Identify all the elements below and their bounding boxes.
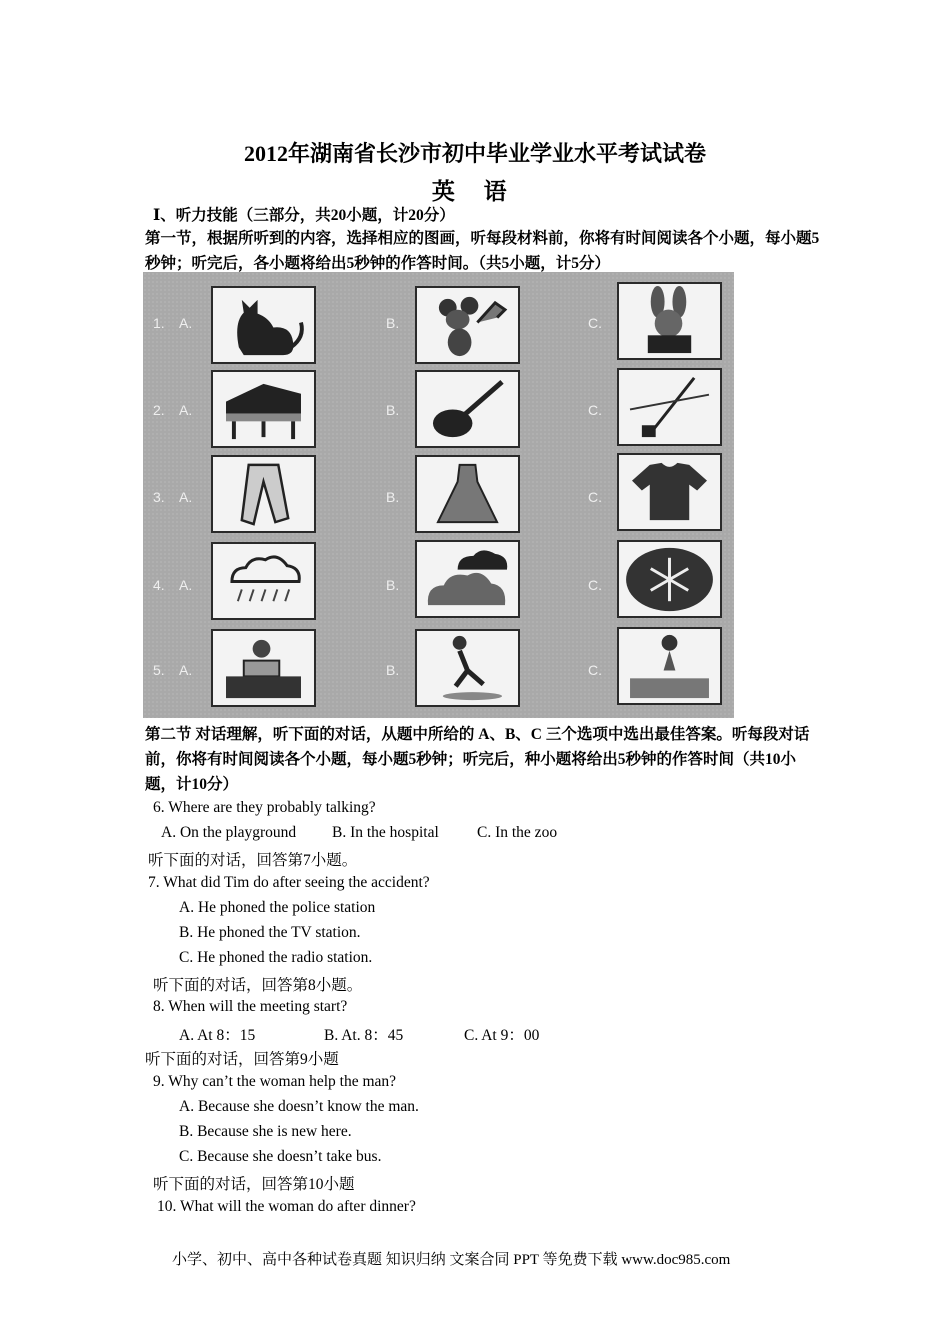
- mouse-icon: [415, 286, 520, 364]
- option-c-label: C.: [588, 662, 602, 678]
- cloudy-icon: [415, 540, 520, 618]
- option-a-label: A.: [179, 489, 193, 505]
- skating-icon: [415, 629, 520, 707]
- girl-playing-icon: [617, 627, 722, 705]
- row-number: 5.: [153, 662, 165, 678]
- part2-instructions: 第二节 对话理解，听下面的对话，从题中所给的 A、B、C 三个选项中选出最佳答案。听每段对话前，你将有时间阅读各个小题，每小题5秒钟；听完后，种小题将给出5秒钟的作答时间（共10小题，计10分）: [145, 726, 810, 793]
- rain-cloud-icon: [211, 542, 316, 620]
- question-10: 10. What will the woman do after dinner?: [157, 1198, 416, 1215]
- row-number: 4.: [153, 577, 165, 593]
- subject-heading: 英 语: [431, 179, 519, 204]
- q8-option-b: B. At. 8：45: [324, 1027, 404, 1044]
- piano-icon: [211, 370, 316, 448]
- option-a-label: A.: [179, 402, 193, 418]
- q8-option-a: A. At 8：15: [179, 1027, 256, 1044]
- question-6: 6. Where are they probably talking?: [153, 799, 376, 816]
- part1-instructions: 第一节，根据所听到的内容，选择相应的图画，听每段材料前，你将有时间阅读各个小题，每小题5秒钟；听完后，各小题将给出5秒钟的作答时间。（共5小题，计5分）: [145, 230, 820, 272]
- cat-icon: [211, 286, 316, 364]
- option-c-label: C.: [588, 489, 602, 505]
- option-c-label: C.: [588, 315, 602, 331]
- listening-picture-grid: [143, 272, 734, 718]
- q9-option-b: B. Because she is new here.: [179, 1123, 352, 1140]
- q7-option-b: B. He phoned the TV station.: [179, 924, 361, 941]
- page-footer: 小学、初中、高中各种试卷真题 知识归纳 文案合同 PPT 等免费下载 www.doc985.com: [172, 1252, 731, 1268]
- question-7: 7. What did Tim do after seeing the accident?: [148, 874, 430, 891]
- snowflake-icon: [617, 540, 722, 618]
- note-q10: 听下面的对话，回答第10小题: [153, 1176, 355, 1193]
- option-b-label: B.: [386, 315, 400, 331]
- option-a-label: A.: [179, 662, 193, 678]
- row-number: 1.: [153, 315, 165, 331]
- question-8: 8. When will the meeting start?: [153, 998, 348, 1015]
- option-c-label: C.: [588, 577, 602, 593]
- question-9: 9. Why can’t the woman help the man?: [153, 1073, 397, 1090]
- q9-option-c: C. Because she doesn’t take bus.: [179, 1148, 382, 1165]
- note-q7: 听下面的对话，回答第7小题。: [148, 852, 358, 869]
- erhu-icon: [617, 368, 722, 446]
- q7-option-a: A. He phoned the police station: [179, 899, 376, 916]
- row-number: 2.: [153, 402, 165, 418]
- exam-title: 2012年湖南省长沙市初中毕业学业水平考试试卷: [243, 141, 706, 166]
- note-q8: 听下面的对话，回答第8小题。: [153, 977, 363, 994]
- option-a-label: A.: [179, 577, 193, 593]
- dress-icon: [415, 455, 520, 533]
- option-b-label: B.: [386, 489, 400, 505]
- tshirt-icon: [617, 453, 722, 531]
- q9-option-a: A. Because she doesn’t know the man.: [179, 1098, 419, 1115]
- option-a-label: A.: [179, 315, 193, 331]
- option-b-label: B.: [386, 402, 400, 418]
- option-c-label: C.: [588, 402, 602, 418]
- option-b-label: B.: [386, 662, 400, 678]
- q7-option-c: C. He phoned the radio station.: [179, 949, 373, 966]
- row-number: 3.: [153, 489, 165, 505]
- trousers-icon: [211, 455, 316, 533]
- q6-option-a: A. On the playground: [161, 824, 297, 841]
- q6-option-c: C. In the zoo: [477, 824, 558, 841]
- note-q9: 听下面的对话，回答第9小题: [145, 1051, 339, 1068]
- guitar-icon: [415, 370, 520, 448]
- rabbit-icon: [617, 282, 722, 360]
- reading-boy-icon: [211, 629, 316, 707]
- q6-option-b: B. In the hospital: [332, 824, 439, 841]
- option-b-label: B.: [386, 577, 400, 593]
- q8-option-c: C. At 9：00: [464, 1027, 540, 1044]
- section1-heading: Ⅰ、听力技能（三部分，共20小题，计20分）: [153, 207, 455, 224]
